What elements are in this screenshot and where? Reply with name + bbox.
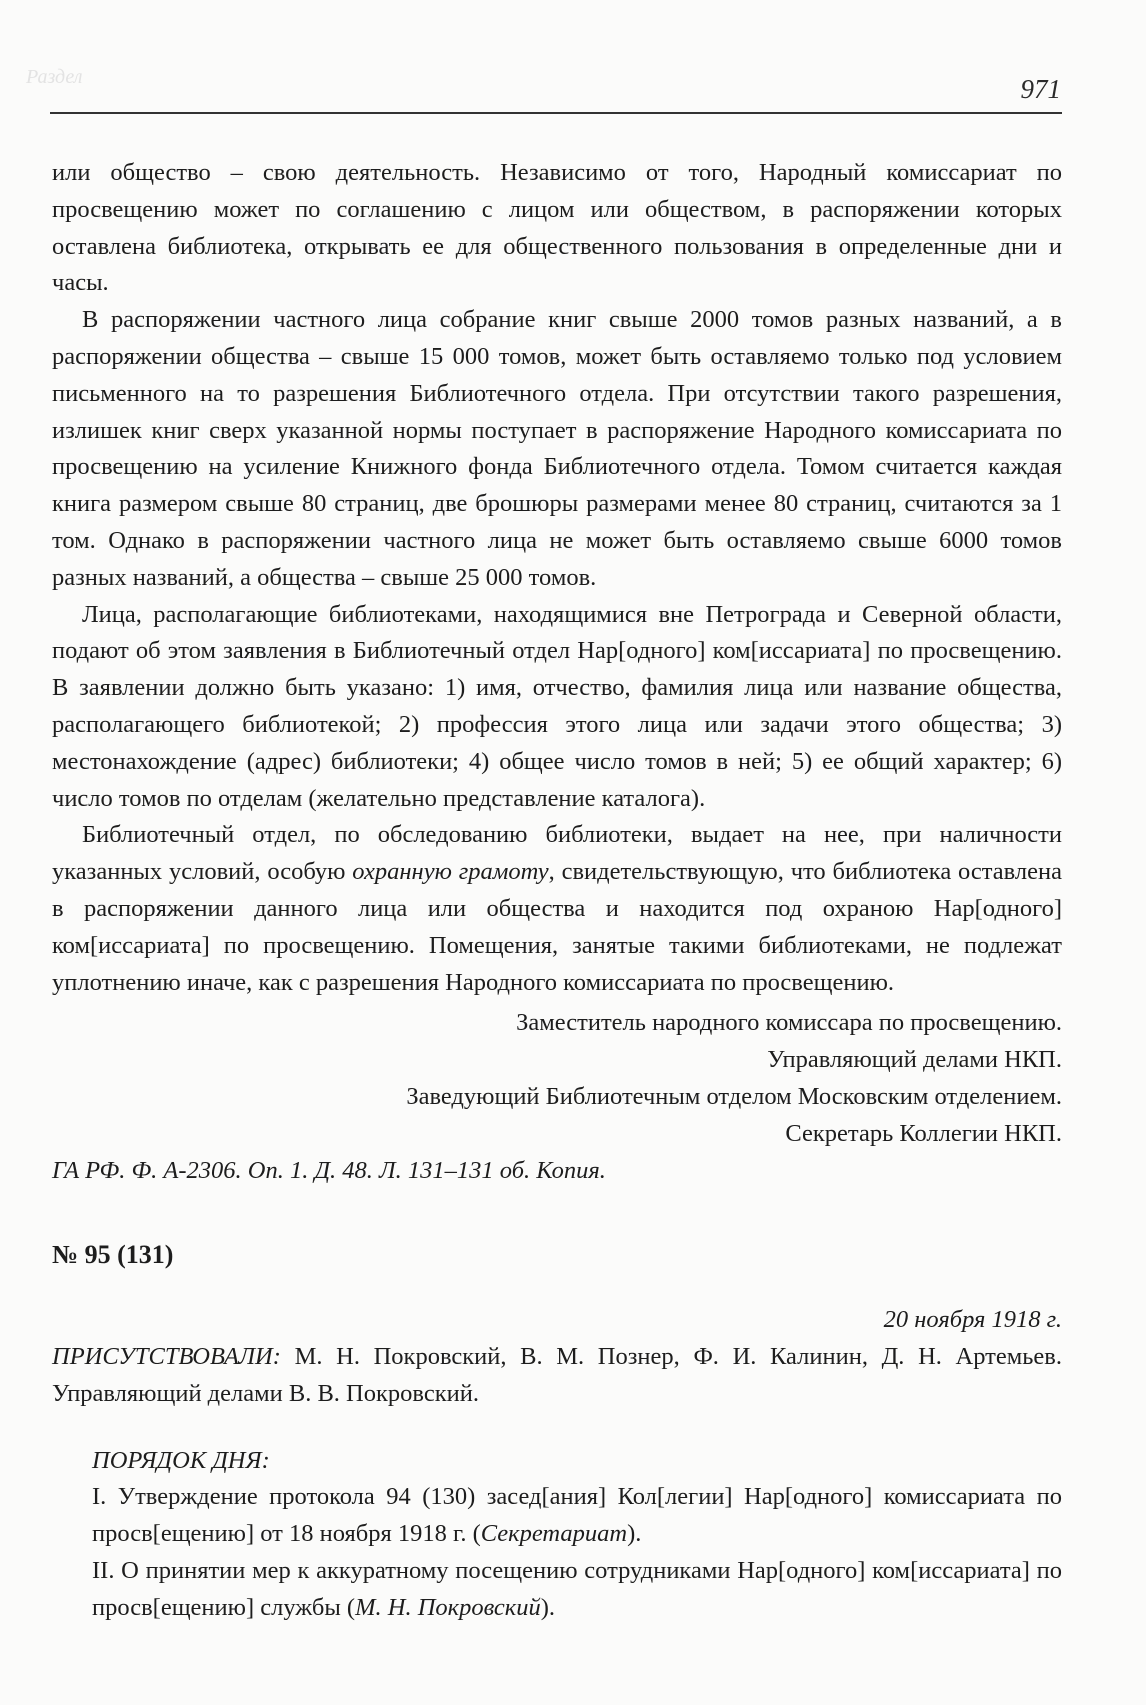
paragraph-3: Лица, располагающие библиотеками, находящимися вне Петрограда и Северной области, подают об этом заявления в Библиотечный отдел Нар[одного] ком[иссариата] по просвещению. В заявлении должно быть указано: 1) имя, отчество, фамилия лица или название общества, располагающего библиотекой; 2) профессия этого лица или задачи этого общества; 3) местонахождение (адрес) библиотеки; 4) общее число томов в ней; 5) ее общий характер; 6) число томов по отделам (желательно представление каталога). xyxy=(52,600,1062,812)
agenda-item-text: I. Утверждение протокола 94 (130) засед[ания] Кол[легии] Нар[одного] комиссариата по просв[ещению] от 18 ноября 1918 г. ( xyxy=(92,1483,1062,1548)
agenda-title: ПОРЯДОК ДНЯ: xyxy=(92,1446,270,1474)
attendees-text: М. Н. Покровский, В. М. Познер, Ф. И. Калинин, Д. Н. Артемьев. Управляющий делами В. В. Покровский. xyxy=(52,1342,1062,1407)
signature-block xyxy=(52,1005,1062,1152)
main-text xyxy=(52,155,1062,1626)
signature-line: Управляющий делами НКП. xyxy=(767,1046,1062,1074)
document-number: № 95 (131) xyxy=(52,1240,174,1270)
paragraph-4 xyxy=(52,817,1062,1001)
agenda-item-text: II. О принятии мер к аккуратному посещению сотрудниками Нар[одного] ком[иссариата] по просв[ещению] службы ( xyxy=(92,1556,1062,1621)
agenda-item-speaker: М. Н. Покровский xyxy=(355,1593,541,1621)
paragraph-4-end: , свидетельствующую, что библиотека оставлена в распоряжении данного лица или общества и находится под охраною Нар[одного] ком[иссариата] по просвещению. Помещения, занятые такими библиотеками, не подлежат уплотнению иначе, как с разрешения Народного комиссариата по просвещению. xyxy=(52,858,1062,996)
agenda-item-end: ). xyxy=(540,1593,556,1621)
agenda-item xyxy=(92,1479,1062,1553)
document-date: 20 ноября 1918 г. xyxy=(883,1306,1062,1334)
signature-line: Заместитель народного комиссара по просвещению. xyxy=(516,1009,1062,1037)
signature-line: Секретарь Коллегии НКП. xyxy=(785,1119,1062,1147)
agenda-item-speaker: Секретариат xyxy=(480,1520,628,1548)
agenda xyxy=(52,1443,1062,1627)
archive-reference: ГА РФ. Ф. А-2306. Оп. 1. Д. 48. Л. 131–131 об. Копия. xyxy=(52,1156,606,1184)
attendees-label: ПРИСУТСТВОВАЛИ: xyxy=(52,1342,281,1370)
agenda-item xyxy=(92,1553,1062,1627)
running-head: Раздел xyxy=(26,66,83,88)
page-number: 971 xyxy=(1020,74,1061,104)
paragraph-2: В распоряжении частного лица собрание книг свыше 2000 томов разных названий, а в распоряжении общества – свыше 15 000 томов, может быть оставляемо только под условием письменного на то разрешения Библиотечного отдела. При отсутствии такого разрешения, излишек книг сверх указанной нормы поступает в распоряжение Народного комиссариата по просвещению на усиление Книжного фонда Библиотечного отдела. Томом считается каждая книга размером свыше 80 страниц, две брошюры размерами менее 80 страниц, считаются за 1 том. Однако в распоряжении частного лица не может быть оставляемо свыше 6000 томов разных названий, а общества – свыше 25 000 томов. xyxy=(52,306,1062,591)
paragraph-4-start: Библиотечный отдел, по обследованию библиотеки, выдает на нее, при наличности указанных условий, особую xyxy=(52,821,1062,886)
header-rule xyxy=(50,112,1062,114)
paragraph-4-emphasis: охранную грамоту xyxy=(352,858,549,886)
attendees xyxy=(52,1339,1062,1413)
agenda-item-end: ). xyxy=(627,1520,642,1548)
paragraph-1: или общество – свою деятельность. Независимо от того, Народный комиссариат по просвещению может по соглашению с лицом или обществом, в распоряжении которых оставлена библиотека, открывать ее для общественного пользования в определенные дни и часы. xyxy=(52,159,1062,297)
attendees-paragraph xyxy=(52,1339,1062,1413)
signature-line: Заведующий Библиотечным отделом Московским отделением. xyxy=(406,1082,1062,1110)
